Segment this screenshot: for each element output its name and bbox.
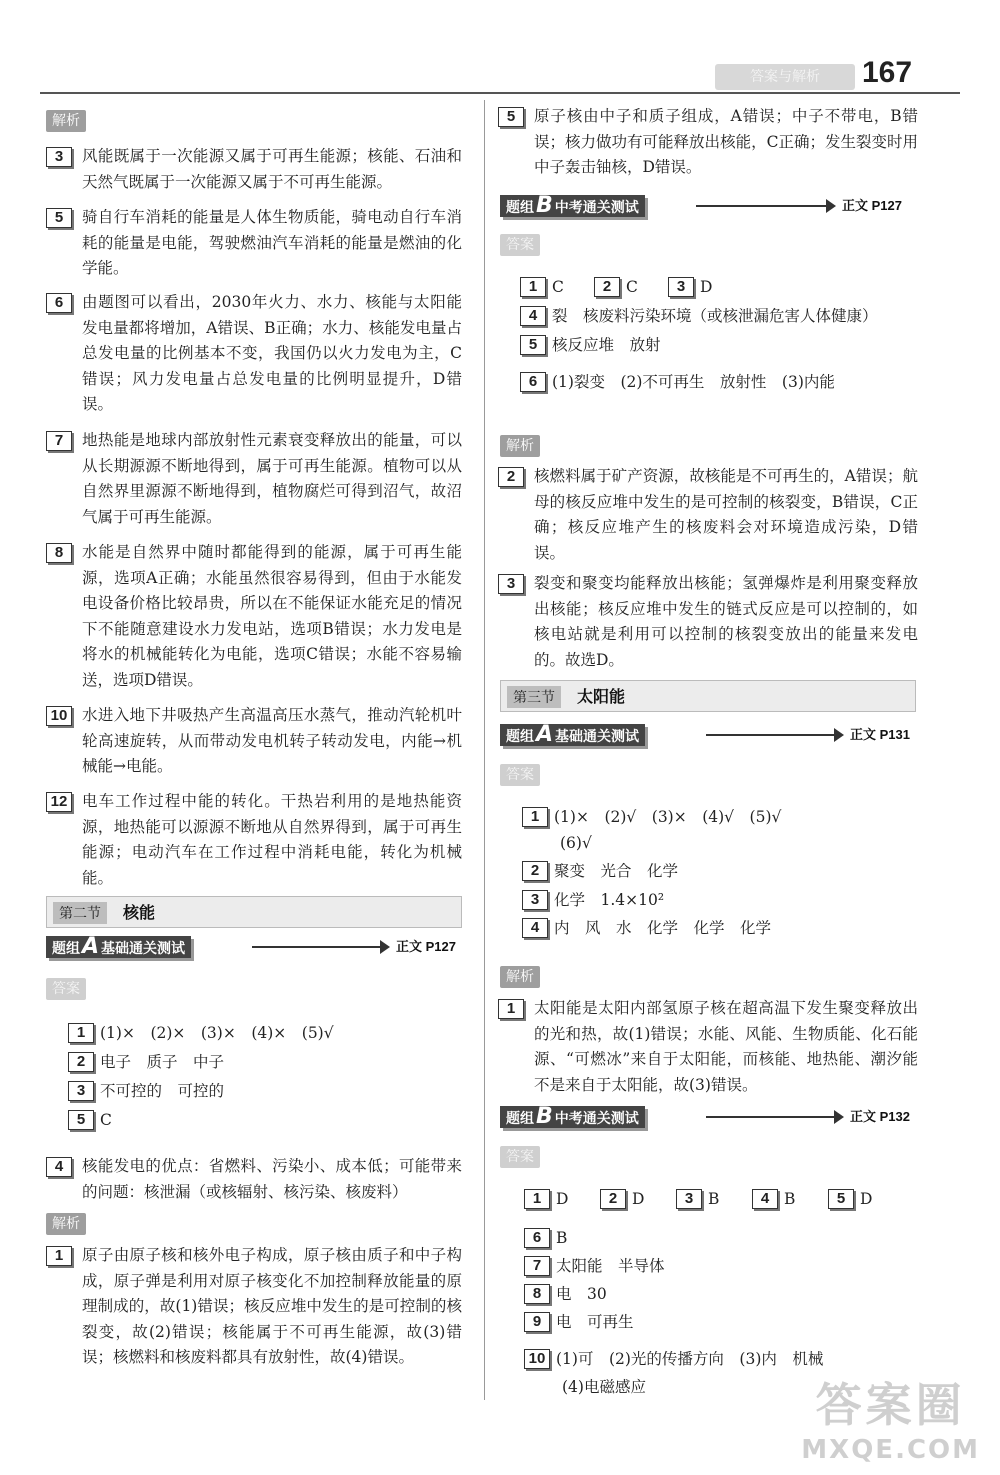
question-number: 6 [520,372,546,392]
banner-arrow-line [252,946,380,948]
answer-text: 电子 质子 中子 [100,1053,225,1071]
question-number: 3 [676,1189,702,1209]
analysis-item [48,1243,462,1371]
answer-item [524,1346,823,1373]
answer-item [520,274,564,301]
answer-text: 化学 1.4×10² [554,891,665,909]
answer-item [68,1078,224,1105]
question-number: 9 [524,1312,550,1332]
test-banner [500,1106,918,1132]
analysis-item [48,428,462,530]
question-number: 7 [46,431,72,451]
question-number: 8 [524,1284,550,1304]
analysis-text: 水能是自然界中随时都能得到的能源，属于可再生能源，选项A正确；水能虽然很容易得到，但由于水能发电设备价格比较昂贵，所以在不能保证水能充足的情况下不能随意建设水力发电站，选项B错误；水力发电是将水的机械能转化为电能，选项C错误；水能不容易输送，选项D错误。 [82,543,462,689]
question-number: 4 [522,918,548,938]
question-number: 3 [498,574,524,594]
answer-item [522,858,678,885]
answer-item [522,915,771,942]
watermark-url: MXQE.COM [801,1435,980,1465]
question-number: 1 [520,277,546,297]
question-number: 6 [46,293,72,313]
analysis-tag: 解析 [46,110,86,132]
answer-text: 核反应堆 放射 [552,336,661,354]
answer-item [560,830,592,857]
answer-item [520,303,878,330]
analysis-text: 原子核由中子和质子组成，A错误；中子不带电，B错误；核力做功有可能释放出核能，C正确；发生裂变时用中子轰击铀核，D错误。 [534,107,918,177]
analysis-item [48,540,462,694]
answer-item [48,1154,462,1205]
answer-tag: 答案 [46,978,86,1000]
answer-text: 核能发电的优点：省燃料、污染小、成本低；可能带来的问题：核泄漏（或核辐射、核污染、核废料） [82,1157,462,1201]
analysis-item [48,205,462,282]
question-number: 3 [46,147,72,167]
analysis-item [48,290,462,418]
arrow-icon [834,728,844,742]
text-reference: 正文 P131 [850,727,910,742]
arrow-icon [834,1110,844,1124]
analysis-item [48,144,462,195]
answer-item [524,1253,665,1280]
answer-item [68,1107,112,1134]
answer-text: 裂 核废料污染环境（或核泄漏危害人体健康） [552,307,878,325]
banner-arrow-line [706,1116,834,1118]
page-number: 167 [862,56,913,89]
analysis-item [48,703,462,780]
question-number: 4 [520,306,546,326]
answer-text: B [556,1229,568,1247]
arrow-icon [826,199,836,213]
analysis-text: 电车工作过程中能的转化。干热岩利用的是地热能资源，地热能可以源源不断地从自然界得到，属于可再生能源；电动汽车在工作过程中消耗电能，转化为机械能。 [82,792,462,887]
answer-item [522,887,664,914]
answer-tag: 答案 [500,1146,540,1168]
answer-text: (1)裂变 (2)不可再生 放射性 (3)内能 [552,373,835,391]
answer-item [594,274,638,301]
question-number: 1 [522,807,548,827]
answer-tag: 答案 [500,234,540,256]
analysis-item [500,996,918,1098]
answer-item [752,1186,795,1213]
answer-item [828,1186,872,1213]
analysis-text: 太阳能是太阳内部氢原子核在超高温下发生聚变释放出的光和热，故(1)错误；水能、风能、生物质能、化石能源、“可燃冰”来自于太阳能，而核能、地热能、潮汐能不是来自于太阳能，故(3)错误。 [534,999,918,1094]
answer-text: C [626,278,638,296]
answer-text: D [860,1190,873,1208]
answer-text: 聚变 光合 化学 [554,862,679,880]
question-number: 3 [522,890,548,910]
question-number: 3 [68,1081,94,1101]
section-header [46,896,462,928]
question-number: 4 [46,1157,72,1177]
answer-text: D [556,1190,569,1208]
question-number: 4 [752,1189,778,1209]
banner-arrow-line [696,205,826,207]
answer-text: B [708,1190,720,1208]
analysis-text: 原子由原子核和核外电子构成，原子核由质子和中子构成，原子弹是利用对原子核变化不加控制释放能量的原理制成的，故(1)错误；核反应堆中发生的是可控制的核裂变，故(2)错误；核能属于不可再生能源，故(3)错误；核燃料和核废料都具有放射性，故(4)错误。 [82,1246,462,1367]
answer-item [68,1049,224,1076]
analysis-tag: 解析 [46,1213,86,1235]
header-rule [40,92,960,94]
arrow-icon [380,940,390,954]
column-divider [484,100,485,1400]
analysis-text: 裂变和聚变均能释放出核能；氢弹爆炸是利用聚变释放出核能；核反应堆中发生的链式反应是可以控制的，如核电站就是利用可以控制的核裂变放出的能量来发电的。故选D。 [534,574,918,669]
analysis-tag: 解析 [500,966,540,988]
question-number: 10 [524,1349,550,1369]
test-banner [46,936,460,962]
analysis-item [500,464,918,566]
header-tab: 答案与解析 [715,64,855,90]
answer-item [520,332,661,359]
question-number: 1 [524,1189,550,1209]
question-number: 2 [498,467,524,487]
analysis-text: 水进入地下井吸热产生高温高压水蒸气，推动汽轮机叶轮高速旋转，从而带动发电机转子转动发电，内能→机械能→电能。 [82,706,462,776]
analysis-item [48,789,462,891]
text-reference: 正文 P132 [850,1109,910,1124]
analysis-item [500,571,918,673]
answer-text: 电 30 [556,1285,607,1303]
banner-label: 题组B 中考通关测试 [500,195,645,217]
watermark [801,1369,980,1465]
section-title: 核能 [123,903,156,922]
answer-text: 不可控的 可控的 [100,1082,225,1100]
analysis-text: 骑自行车消耗的能量是人体生物质能，骑电动自行车消耗的能量是电能，驾驶燃油汽车消耗的能量是燃油的化学能。 [82,208,462,278]
answer-item [562,1374,646,1401]
answer-item [68,1020,334,1047]
answer-item [520,369,835,396]
question-number: 7 [524,1256,550,1276]
answer-text: C [552,278,564,296]
question-number: 10 [46,706,72,726]
question-number: 5 [68,1110,94,1130]
text-reference: 正文 P127 [396,939,456,954]
answer-text: 太阳能 半导体 [556,1257,665,1275]
section-title: 太阳能 [577,687,626,706]
answer-text: D [632,1190,645,1208]
text-reference: 正文 P127 [842,198,902,213]
banner-label: 题组A 基础通关测试 [500,724,645,746]
question-number: 6 [524,1228,550,1248]
answer-tag: 答案 [500,764,540,786]
analysis-text: 由题图可以看出，2030年火力、水力、核能与太阳能发电量都将增加，A错误、B正确；水力、核能发电量占总发电量的比例基本不变，我国仍以火力发电为主，C错误；风力发电量占总发电量的比例明显提升，D错误。 [82,293,462,414]
question-number: 1 [498,999,524,1019]
section-header [500,680,916,712]
section-number: 第三节 [507,686,561,708]
answer-text: (1)× (2)√ (3)× (4)√ (5)√ [554,808,782,826]
answer-text: B [784,1190,796,1208]
question-number: 5 [46,208,72,228]
banner-label: 题组A 基础通关测试 [46,936,191,958]
question-number: 8 [46,543,72,563]
question-number: 2 [522,861,548,881]
question-number: 5 [498,107,524,127]
answer-text: 内 风 水 化学 化学 化学 [554,919,772,937]
analysis-text: 核燃料属于矿产资源，故核能是不可再生的，A错误；航母的核反应堆中发生的是可控制的核裂变，B错误，C正确；核反应堆产生的核废料会对环境造成污染，D错误。 [534,467,918,562]
section-number: 第二节 [53,902,107,924]
answer-text: (1)× (2)× (3)× (4)× (5)√ [100,1024,334,1042]
analysis-item [500,104,918,181]
answer-text: (6)√ [560,834,592,852]
analysis-text: 风能既属于一次能源又属于可再生能源；核能、石油和天然气既属于一次能源又属于不可再生能源。 [82,147,462,191]
analysis-text: 地热能是地球内部放射性元素衰变释放出的能量，可以从长期源源不断地得到，属于可再生能源。植物可以从自然界里源源不断地得到，植物腐烂可得到沼气，故沼气属于可再生能源。 [82,431,462,526]
question-number: 12 [46,792,72,812]
answer-item [524,1281,607,1308]
watermark-logo-text: 答案圈 [815,1378,966,1432]
banner-arrow-line [706,734,834,736]
answer-item [676,1186,719,1213]
answer-text: D [700,278,713,296]
question-number: 5 [520,335,546,355]
question-number: 2 [594,277,620,297]
question-number: 3 [668,277,694,297]
answer-text: C [100,1111,112,1129]
answer-item [600,1186,644,1213]
answer-item [524,1309,634,1336]
analysis-tag: 解析 [500,435,540,457]
answer-item [522,804,781,831]
answer-item [524,1186,568,1213]
banner-label: 题组B 中考通关测试 [500,1106,645,1128]
question-number: 1 [68,1023,94,1043]
answer-item [524,1225,567,1252]
test-banner [500,724,918,750]
question-number: 5 [828,1189,854,1209]
answer-text: (1)可 (2)光的传播方向 (3)内 机械 [556,1350,824,1368]
question-number: 1 [46,1246,72,1266]
test-banner [500,195,918,221]
answer-text: (4)电磁感应 [562,1378,646,1396]
answer-item [668,274,712,301]
answer-text: 电 可再生 [556,1313,634,1331]
question-number: 2 [600,1189,626,1209]
question-number: 2 [68,1052,94,1072]
